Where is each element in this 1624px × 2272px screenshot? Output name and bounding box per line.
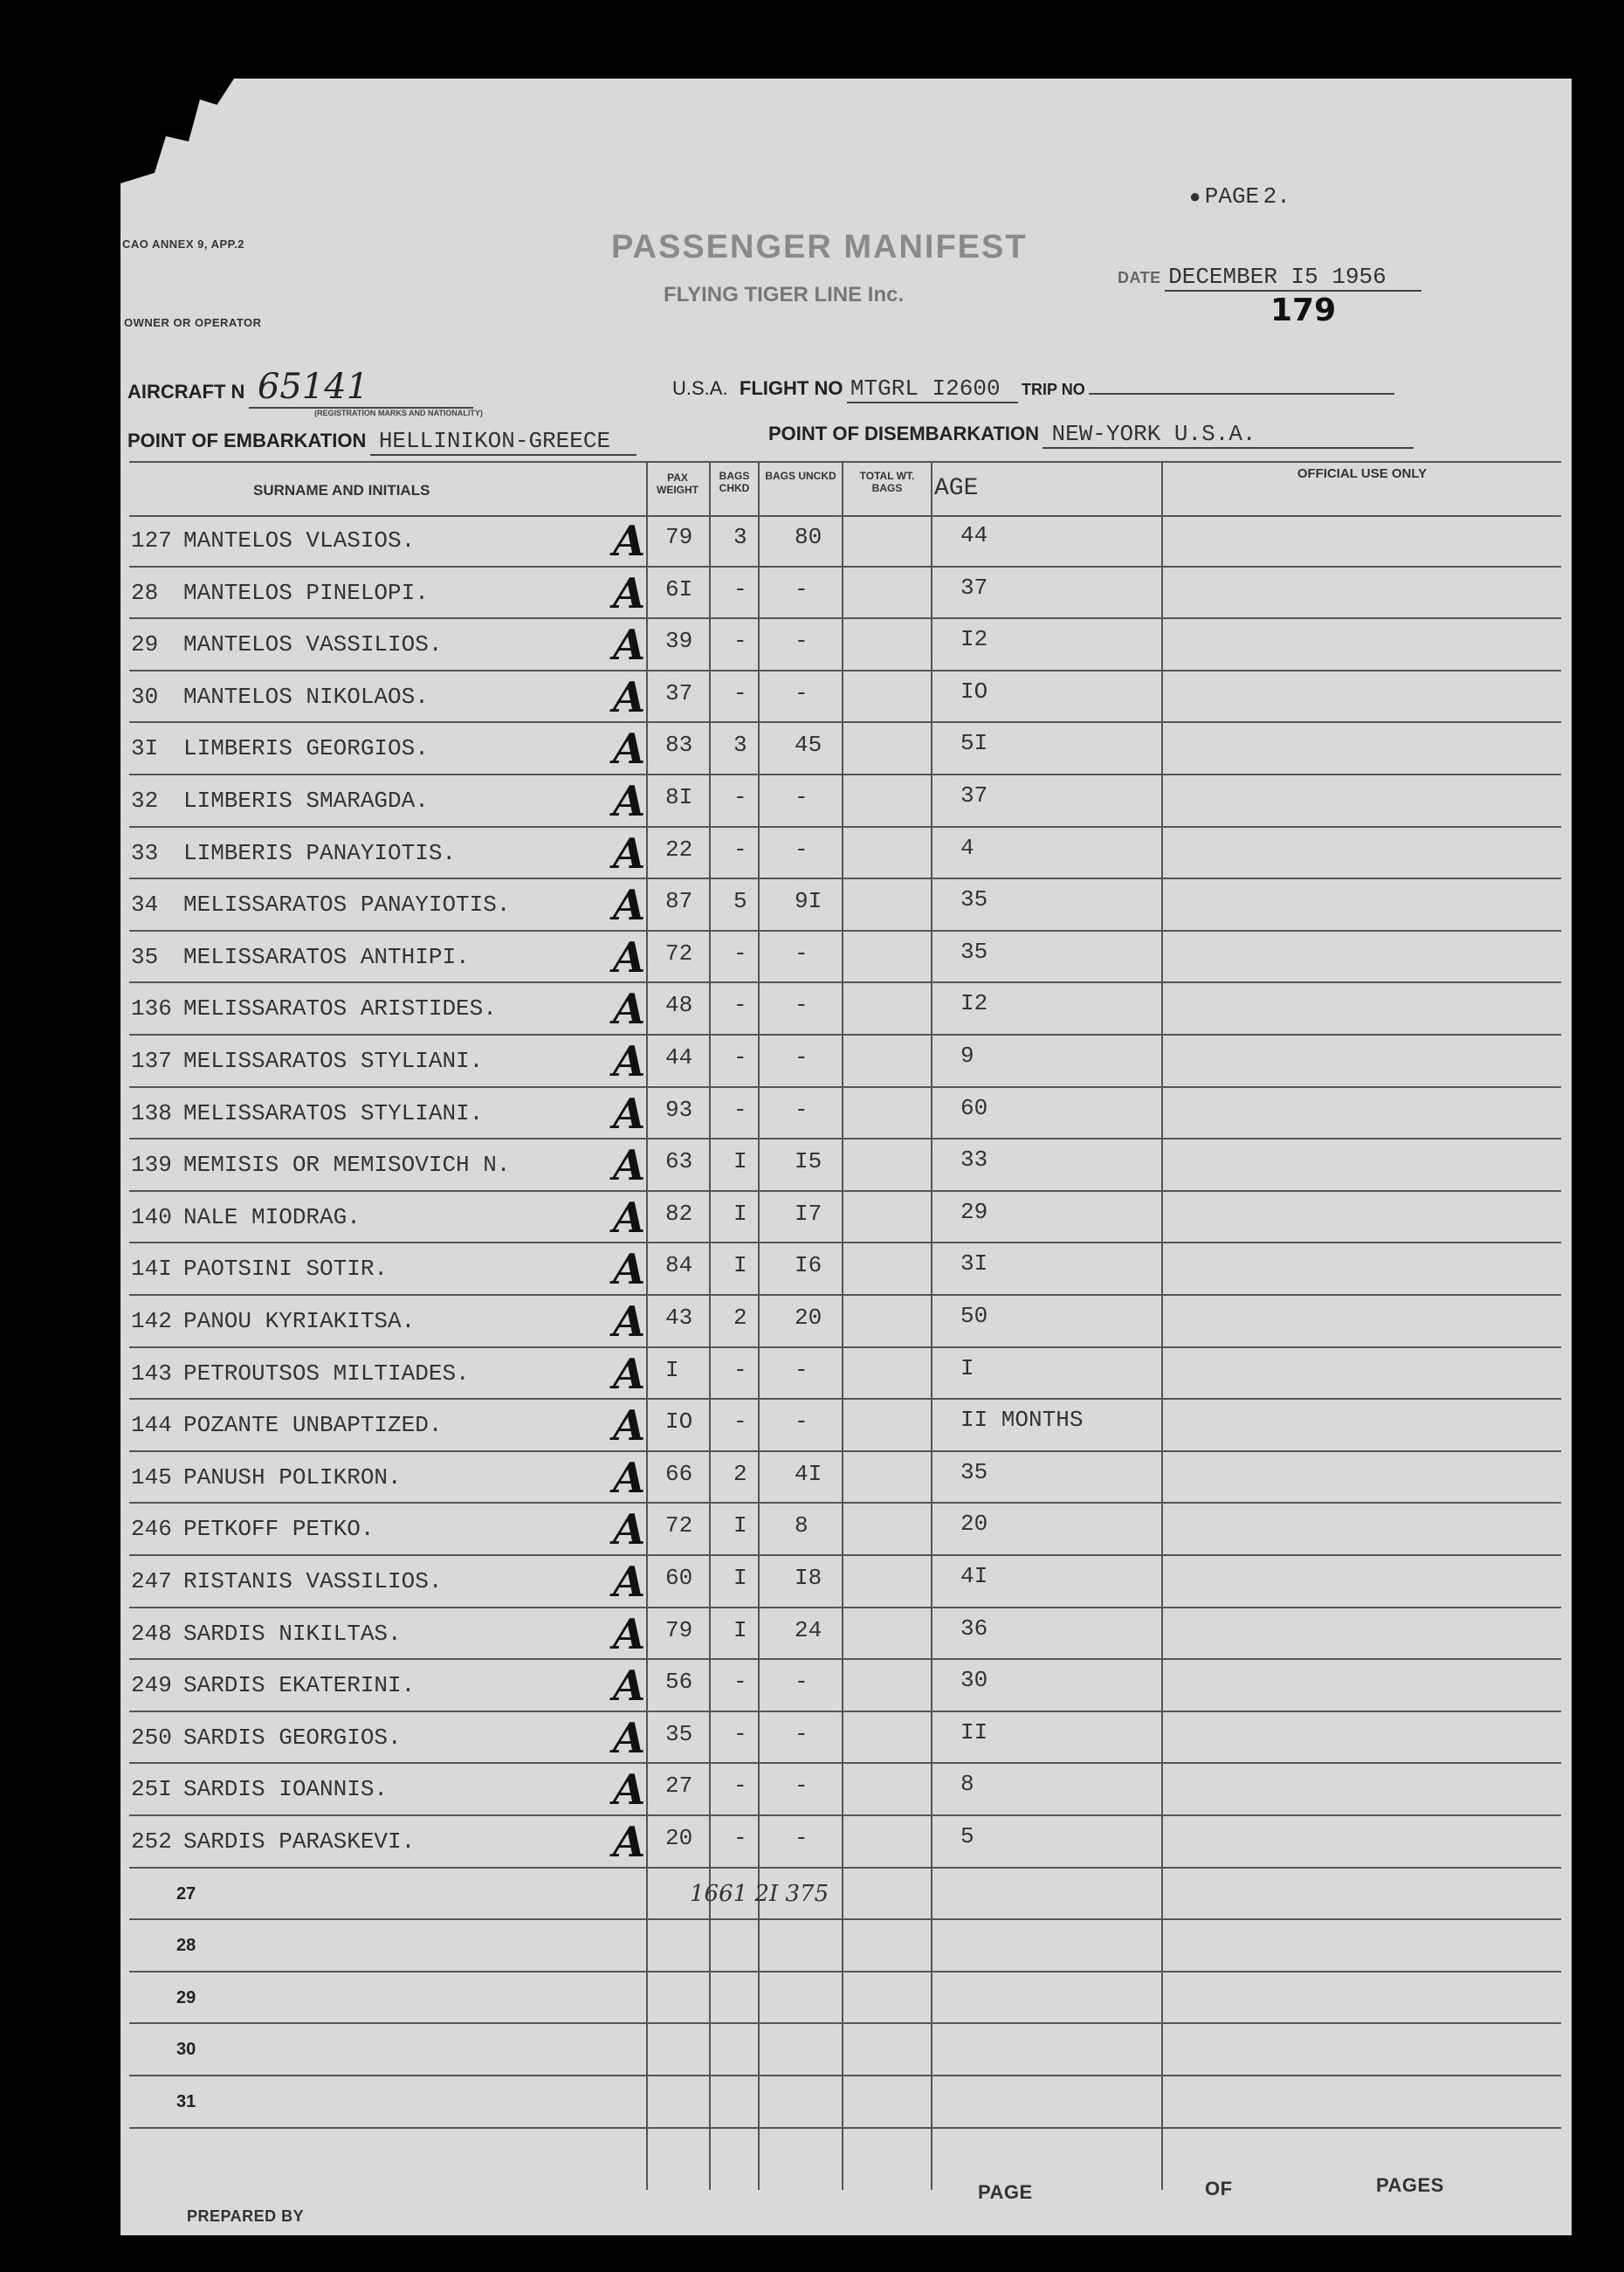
totals-row bbox=[131, 1869, 1563, 1921]
pax-weight: 27 bbox=[665, 1773, 693, 1800]
bags-unchecked: I6 bbox=[795, 1252, 822, 1279]
bags-unchecked: - bbox=[795, 1773, 809, 1800]
check-mark-a: A bbox=[613, 672, 646, 722]
check-mark-a: A bbox=[613, 1401, 646, 1451]
pax-weight: 87 bbox=[665, 888, 693, 915]
pax-weight: 83 bbox=[665, 732, 693, 759]
row-number: 29 bbox=[176, 1987, 196, 2007]
bags-checked: - bbox=[733, 836, 747, 863]
check-mark-a: A bbox=[613, 1558, 646, 1607]
row-number: 138 bbox=[131, 1099, 172, 1126]
passenger-name: MELISSARATOS ARISTIDES. bbox=[183, 995, 497, 1022]
row-number: 142 bbox=[131, 1308, 172, 1334]
passenger-row bbox=[131, 1452, 1563, 1504]
embarkation-label: POINT OF EMBARKATION bbox=[127, 430, 367, 451]
passenger-row bbox=[131, 1243, 1563, 1296]
bags-unchecked: I7 bbox=[795, 1200, 822, 1227]
passenger-age: 29 bbox=[960, 1198, 988, 1225]
pax-weight: 22 bbox=[665, 836, 693, 863]
passenger-name: SARDIS PARASKEVI. bbox=[183, 1828, 416, 1855]
bags-unchecked: - bbox=[795, 784, 809, 810]
bags-unchecked: - bbox=[795, 1669, 809, 1696]
check-mark-a: A bbox=[613, 985, 646, 1035]
footer-of-label: OF bbox=[1205, 2178, 1233, 2200]
passenger-age: 50 bbox=[960, 1303, 988, 1329]
bags-checked: - bbox=[733, 679, 747, 706]
passenger-age: I2 bbox=[960, 626, 988, 653]
passenger-name: LIMBERIS PANAYIOTIS. bbox=[183, 839, 457, 866]
passenger-age: 37 bbox=[960, 782, 988, 809]
trip-label: TRIP NO bbox=[1022, 381, 1085, 398]
page-indicator: ● PAGE 2. bbox=[1189, 183, 1290, 210]
pax-weight: 20 bbox=[665, 1825, 693, 1851]
bags-unchecked: 8 bbox=[795, 1512, 809, 1539]
row-number: 30 bbox=[131, 683, 159, 710]
row-number: 31 bbox=[176, 2092, 196, 2111]
bags-checked: I bbox=[733, 1512, 747, 1539]
passenger-name: MELISSARATOS PANAYIOTIS. bbox=[183, 892, 511, 919]
row-number: 29 bbox=[131, 631, 159, 658]
passenger-row bbox=[131, 1036, 1563, 1088]
row-number: 248 bbox=[131, 1620, 172, 1647]
bags-unchecked: - bbox=[795, 1825, 809, 1851]
bags-checked: I bbox=[733, 1252, 747, 1279]
check-mark-a: A bbox=[613, 517, 646, 566]
passenger-age: 4 bbox=[960, 834, 974, 861]
bags-unchecked: - bbox=[795, 1356, 809, 1383]
col-header-bags-chkd: BAGS CHKD bbox=[719, 470, 750, 494]
row-number: 145 bbox=[131, 1463, 172, 1491]
passenger-age: I bbox=[960, 1354, 974, 1381]
passenger-row bbox=[131, 1816, 1563, 1869]
row-number: 33 bbox=[131, 839, 159, 866]
passenger-name: SARDIS IOANNIS. bbox=[183, 1776, 389, 1803]
passenger-row bbox=[131, 1764, 1563, 1816]
passenger-age: 33 bbox=[960, 1146, 988, 1174]
check-mark-a: A bbox=[613, 777, 646, 826]
check-mark-a: A bbox=[613, 933, 646, 982]
table-top-border bbox=[129, 461, 1561, 463]
bags-unchecked: - bbox=[795, 679, 809, 706]
passenger-name: PETROUTSOS MILTIADES. bbox=[183, 1360, 470, 1387]
row-number: 28 bbox=[131, 579, 159, 606]
bags-unchecked: 20 bbox=[795, 1305, 822, 1331]
passenger-row bbox=[131, 1712, 1563, 1765]
passenger-name: MANTELOS NIKOLAOS. bbox=[183, 683, 429, 710]
bags-checked: 2 bbox=[733, 1460, 747, 1487]
passenger-age: 36 bbox=[960, 1614, 988, 1642]
check-mark-a: A bbox=[613, 1141, 646, 1191]
row-number: 144 bbox=[131, 1412, 172, 1439]
passenger-row bbox=[131, 879, 1563, 932]
bags-unchecked: - bbox=[795, 1044, 809, 1071]
passenger-name: SARDIS NIKILTAS. bbox=[183, 1620, 402, 1647]
passenger-age: 37 bbox=[960, 574, 988, 601]
passenger-row bbox=[131, 671, 1563, 724]
passenger-age: 3I bbox=[960, 1250, 988, 1277]
row-number: 25I bbox=[131, 1776, 172, 1803]
passenger-row bbox=[131, 1556, 1563, 1608]
bags-unchecked: - bbox=[795, 992, 809, 1019]
bags-unchecked: - bbox=[795, 575, 809, 602]
row-number: 143 bbox=[131, 1360, 172, 1387]
pax-weight: 56 bbox=[665, 1669, 693, 1696]
passenger-name: RISTANIS VASSILIOS. bbox=[183, 1568, 443, 1594]
row-number: 32 bbox=[131, 788, 159, 814]
bags-checked: - bbox=[733, 1669, 747, 1696]
row-number: 136 bbox=[131, 995, 172, 1022]
annex-label: CAO ANNEX 9, APP.2 bbox=[122, 238, 245, 251]
disembarkation-value: NEW-YORK U.S.A. bbox=[1043, 421, 1413, 449]
check-mark-a: A bbox=[613, 1766, 646, 1815]
bags-checked: I bbox=[733, 1148, 747, 1175]
bags-checked: - bbox=[733, 784, 747, 810]
bags-checked: - bbox=[733, 940, 747, 967]
passenger-row bbox=[131, 1504, 1563, 1556]
passenger-row bbox=[131, 1608, 1563, 1661]
bags-unchecked: 4I bbox=[795, 1460, 822, 1487]
passenger-name: MANTELOS VASSILIOS. bbox=[183, 631, 443, 658]
passenger-age: 8 bbox=[960, 1771, 974, 1798]
bags-unchecked: I5 bbox=[795, 1148, 822, 1175]
bags-checked: - bbox=[733, 1408, 747, 1435]
check-mark-a: A bbox=[613, 1662, 646, 1711]
pax-weight: 60 bbox=[665, 1565, 693, 1591]
passenger-name: POZANTE UNBAPTIZED. bbox=[183, 1412, 443, 1439]
embarkation-value: HELLINIKON-GREECE bbox=[370, 428, 637, 456]
check-mark-a: A bbox=[613, 1713, 646, 1763]
bags-unchecked: - bbox=[795, 940, 809, 967]
check-mark-a: A bbox=[613, 568, 646, 618]
bags-unchecked: I8 bbox=[795, 1565, 822, 1591]
check-mark-a: A bbox=[613, 1193, 646, 1243]
passenger-row bbox=[131, 568, 1563, 620]
check-mark-a: A bbox=[613, 1349, 646, 1399]
row-number: 249 bbox=[131, 1672, 172, 1699]
pax-weight: 43 bbox=[665, 1305, 693, 1331]
passenger-name: MANTELOS PINELOPI. bbox=[183, 579, 429, 606]
aircraft-label: AIRCRAFT N bbox=[127, 381, 245, 403]
check-mark-a: A bbox=[613, 1245, 646, 1295]
passenger-name: PANUSH POLIKRON. bbox=[183, 1463, 402, 1491]
registration-note: (REGISTRATION MARKS AND NATIONALITY) bbox=[314, 409, 483, 417]
passenger-age: 5I bbox=[960, 730, 988, 757]
row-divider bbox=[129, 2127, 1561, 2129]
bags-checked: - bbox=[733, 575, 747, 602]
passenger-row bbox=[131, 619, 1563, 671]
bags-checked: - bbox=[733, 1825, 747, 1851]
stamp-number: 179 bbox=[1270, 293, 1337, 328]
check-mark-a: A bbox=[613, 1818, 646, 1867]
passenger-age: 44 bbox=[960, 522, 988, 548]
passenger-age: 4I bbox=[960, 1563, 988, 1589]
row-number: 250 bbox=[131, 1724, 172, 1751]
bags-unchecked: - bbox=[795, 836, 809, 863]
passenger-age: 35 bbox=[960, 886, 988, 913]
check-mark-a: A bbox=[613, 1453, 646, 1503]
page-label: PAGE bbox=[1204, 183, 1260, 210]
pax-weight: 44 bbox=[665, 1044, 693, 1071]
empty-row bbox=[131, 1973, 1563, 2025]
row-number: 140 bbox=[131, 1203, 172, 1230]
pax-weight: 35 bbox=[665, 1720, 693, 1747]
passenger-row bbox=[131, 775, 1563, 828]
pax-weight: 6I bbox=[665, 575, 693, 602]
check-mark-a: A bbox=[613, 881, 646, 931]
document-title: PASSENGER MANIFEST bbox=[611, 229, 1028, 265]
bags-unchecked: 24 bbox=[795, 1616, 822, 1643]
flight-field bbox=[672, 375, 1394, 402]
passenger-age: 35 bbox=[960, 938, 988, 965]
check-mark-a: A bbox=[613, 1505, 646, 1555]
bags-checked: 3 bbox=[733, 732, 747, 759]
passenger-name: PAOTSINI SOTIR. bbox=[183, 1256, 389, 1283]
passenger-age: 35 bbox=[960, 1458, 988, 1485]
bags-checked: - bbox=[733, 1044, 747, 1071]
passenger-name: LIMBERIS GEORGIOS. bbox=[183, 735, 429, 762]
row-number: 252 bbox=[131, 1828, 172, 1855]
col-header-official: OFFICIAL USE ONLY bbox=[1297, 466, 1428, 481]
passenger-age: II bbox=[960, 1718, 988, 1745]
bags-unchecked: - bbox=[795, 1096, 809, 1123]
passenger-name: MEMISIS OR MEMISOVICH N. bbox=[183, 1152, 511, 1179]
row-number: 246 bbox=[131, 1516, 172, 1543]
passenger-age: 30 bbox=[960, 1667, 988, 1694]
row-number: 14I bbox=[131, 1256, 172, 1283]
check-mark-a: A bbox=[613, 829, 646, 878]
pax-weight: IO bbox=[665, 1408, 693, 1435]
bags-checked: - bbox=[733, 1096, 747, 1123]
bags-unchecked: - bbox=[795, 1408, 809, 1435]
row-number: 139 bbox=[131, 1152, 172, 1179]
totals-handwritten: 1661 2I 375 bbox=[690, 1880, 829, 1907]
passenger-name: SARDIS GEORGIOS. bbox=[183, 1724, 402, 1751]
page-number: 2. bbox=[1263, 183, 1290, 210]
passenger-name: MELISSARATOS ANTHIPI. bbox=[183, 943, 470, 970]
check-mark-a: A bbox=[613, 621, 646, 671]
pax-weight: 82 bbox=[665, 1200, 693, 1227]
date-label: DATE bbox=[1118, 269, 1161, 286]
passenger-row bbox=[131, 723, 1563, 775]
pax-weight: I bbox=[665, 1356, 679, 1383]
row-number: 27 bbox=[176, 1883, 196, 1904]
row-number: 247 bbox=[131, 1568, 172, 1594]
pax-weight: 48 bbox=[665, 992, 693, 1019]
pax-weight: 72 bbox=[665, 1512, 693, 1539]
row-number: 34 bbox=[131, 892, 159, 919]
check-mark-a: A bbox=[613, 725, 646, 775]
passenger-age: 20 bbox=[960, 1511, 988, 1538]
row-number: 127 bbox=[131, 527, 172, 554]
date-field bbox=[1118, 264, 1421, 290]
passenger-row bbox=[131, 1139, 1563, 1192]
bags-checked: I bbox=[733, 1200, 747, 1227]
bags-checked: - bbox=[733, 628, 747, 655]
bags-checked: - bbox=[733, 1356, 747, 1383]
passenger-row bbox=[131, 983, 1563, 1036]
check-mark-a: A bbox=[613, 1609, 646, 1659]
bags-unchecked: - bbox=[795, 1720, 809, 1747]
pax-weight: 79 bbox=[665, 524, 693, 550]
empty-row bbox=[131, 2024, 1563, 2076]
flight-label: FLIGHT NO bbox=[739, 377, 843, 399]
bags-unchecked: 45 bbox=[795, 732, 822, 759]
row-number: 137 bbox=[131, 1048, 172, 1074]
pax-weight: 84 bbox=[665, 1252, 693, 1279]
passenger-name: MELISSARATOS STYLIANI. bbox=[183, 1048, 484, 1074]
col-header-bags-unckd: BAGS UNCKD bbox=[765, 470, 836, 482]
passenger-row bbox=[131, 1296, 1563, 1348]
pax-weight: 66 bbox=[665, 1460, 693, 1487]
bags-checked: I bbox=[733, 1616, 747, 1643]
embarkation-field bbox=[127, 428, 637, 454]
aircraft-number: 65141 bbox=[249, 367, 473, 409]
passenger-age: 9 bbox=[960, 1043, 974, 1069]
row-number: 3I bbox=[131, 735, 159, 762]
bags-unchecked: 9I bbox=[795, 888, 822, 915]
bags-checked: 2 bbox=[733, 1305, 747, 1331]
col-header-total-wt: TOTAL WT. BAGS bbox=[859, 470, 915, 494]
passenger-name: PANOU KYRIAKITSA. bbox=[183, 1308, 416, 1334]
pax-weight: 79 bbox=[665, 1616, 693, 1643]
passenger-name: SARDIS EKATERINI. bbox=[183, 1672, 416, 1699]
passenger-name: NALE MIODRAG. bbox=[183, 1203, 361, 1230]
row-number: 30 bbox=[176, 2040, 196, 2060]
prepared-by-label: PREPARED BY bbox=[187, 2207, 305, 2225]
operator-name: FLYING TIGER LINE Inc. bbox=[664, 283, 905, 306]
disembarkation-label: POINT OF DISEMBARKATION bbox=[768, 423, 1040, 444]
bags-checked: - bbox=[733, 992, 747, 1019]
flight-number: MTGRL I2600 bbox=[847, 375, 1018, 403]
col-header-pax-weight: PAX WEIGHT bbox=[657, 472, 698, 496]
passenger-name: LIMBERIS SMARAGDA. bbox=[183, 788, 429, 814]
bags-checked: - bbox=[733, 1773, 747, 1800]
passenger-row bbox=[131, 1400, 1563, 1452]
col-header-surname: SURNAME AND INITIALS bbox=[253, 482, 430, 499]
passenger-row bbox=[131, 932, 1563, 984]
row-number: 28 bbox=[176, 1936, 196, 1956]
passenger-name: MELISSARATOS STYLIANI. bbox=[183, 1099, 484, 1126]
bags-checked: I bbox=[733, 1565, 747, 1591]
disembarkation-field bbox=[768, 421, 1414, 447]
passenger-age: II MONTHS bbox=[960, 1407, 1084, 1434]
bags-checked: - bbox=[733, 1720, 747, 1747]
pax-weight: 63 bbox=[665, 1148, 693, 1175]
bags-checked: 3 bbox=[733, 524, 747, 550]
usa-label: U.S.A. bbox=[672, 377, 728, 399]
passenger-age: 60 bbox=[960, 1094, 988, 1121]
passenger-age: IO bbox=[960, 678, 988, 705]
check-mark-a: A bbox=[613, 1298, 646, 1346]
check-mark-a: A bbox=[613, 1089, 646, 1139]
date-value: DECEMBER I5 1956 bbox=[1165, 264, 1421, 292]
aircraft-field bbox=[127, 367, 651, 407]
bags-checked: 5 bbox=[733, 888, 747, 915]
empty-row bbox=[131, 1920, 1563, 1973]
pax-weight: 72 bbox=[665, 940, 693, 967]
bags-unchecked: - bbox=[795, 628, 809, 655]
passenger-row bbox=[131, 1348, 1563, 1401]
pax-weight: 8I bbox=[665, 784, 693, 810]
passenger-name: MANTELOS VLASIOS. bbox=[183, 527, 416, 554]
col-header-age: AGE bbox=[934, 475, 979, 502]
owner-label: OWNER OR OPERATOR bbox=[124, 316, 262, 329]
footer-pages-label: PAGES bbox=[1376, 2174, 1444, 2196]
passenger-row bbox=[131, 1660, 1563, 1712]
pax-weight: 37 bbox=[665, 679, 693, 706]
passenger-name: PETKOFF PETKO. bbox=[183, 1516, 375, 1543]
passenger-age: I2 bbox=[960, 990, 988, 1017]
row-number: 35 bbox=[131, 943, 159, 970]
passenger-row bbox=[131, 828, 1563, 880]
footer-page-label: PAGE bbox=[978, 2181, 1033, 2203]
pax-weight: 39 bbox=[665, 628, 693, 655]
passenger-row bbox=[131, 515, 1563, 568]
passenger-age: 5 bbox=[960, 1823, 974, 1849]
check-mark-a: A bbox=[613, 1037, 646, 1086]
bags-unchecked: 80 bbox=[795, 524, 822, 550]
passenger-row bbox=[131, 1192, 1563, 1244]
pax-weight: 93 bbox=[665, 1096, 693, 1123]
passenger-row bbox=[131, 1088, 1563, 1140]
empty-row bbox=[131, 2076, 1563, 2129]
